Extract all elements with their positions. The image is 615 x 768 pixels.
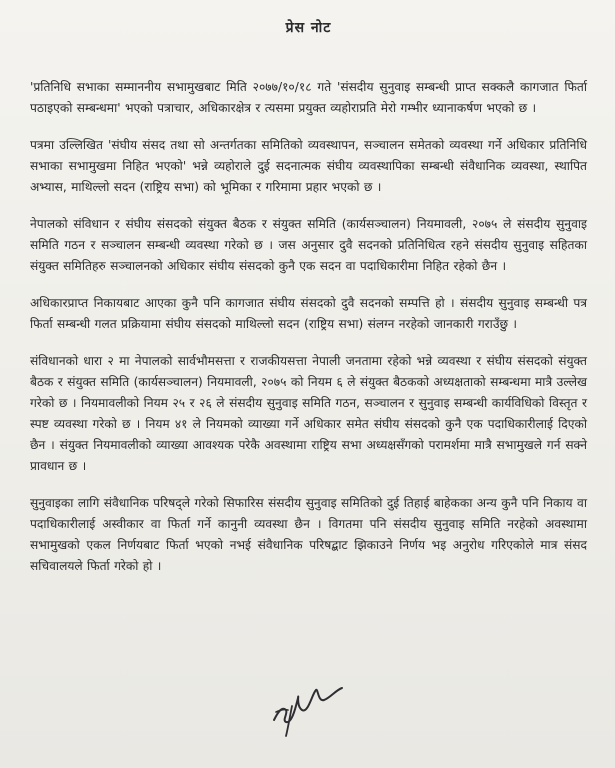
paragraph-2: पत्रमा उल्लिखित 'संघीय संसद तथा सो अन्तर्गतका समितिको व्यवस्थापन, सञ्चालन समेतको व्यवस्था गर्ने अधिकार प्रतिनिधि सभाका सभामुखमा निहित भएको' भन्ने व्यहोराले दुई सदनात्मक संघीय व्यवस्थापिका सम्बन्धी संवैधानिक व्यवस्था, स्थापित अभ्यास, माथिल्लो सदन (राष्ट्रिय सभा) को भूमिका र गरिमामा प्रहार भएको छ । <box>30 138 587 194</box>
document-title: प्रेस नोट <box>285 20 332 36</box>
paragraph-5: संविधानको धारा २ मा नेपालको सार्वभौमसत्ता र राजकीयसत्ता नेपाली जनतामा रहेको भन्ने व्यवस्था र संघीय संसदको संयुक्त बैठक र संयुक्त समिति (कार्यसञ्चालन) नियमावली, २०७५ को नियम ६ ले संयुक्त बैठकको अध्यक्षताको सम्बन्धमा मात्रै उल्लेख गरेको छ । नियमावलीको नियम २५ र २६ ले संसदीय सुनुवाइ समिति गठन, सञ्चालन र सुनुवाइ सम्बन्धी कार्यविधिको विस्तृत र स्पष्ट व्यवस्था गरेको छ । नियम ४१ ले नियमको व्याख्या गर्ने अधिकार समेत संघीय संसदको कुनै एक पदाधिकारीलाई दिएको छैन । संयुक्त नियमावलीको व्याख्या आवश्यक परेकै अवस्थामा राष्ट्रिय सभा अध्यक्षसँगको परामर्शमा मात्रै सभामुखले गर्न सक्ने प्रावधान छ । <box>30 354 587 473</box>
paragraph-4: अधिकारप्राप्त निकायबाट आएका कुनै पनि कागजात संघीय संसदको दुवै सदनको सम्पत्ति हो । संसदीय सुनुवाइ सम्बन्धी पत्र फिर्ता सम्बन्धी गलत प्रक्रियामा संघीय संसदको माथिल्लो सदन (राष्ट्रिय सभा) संलग्न नरहेको जानकारी गराउँछु । <box>30 296 587 331</box>
paragraph-3: नेपालको संविधान र संघीय संसदको संयुक्त बैठक र संयुक्त समिति (कार्यसञ्चालन) नियमावली, २०७५ ले संसदीय सुनुवाइ समिति गठन र सञ्चालन सम्बन्धी व्यवस्था गरेको छ । जस अनुसार दुवै सदनको प्रतिनिधित्व रहने संसदीय सुनुवाइ सहितका संयुक्त समितिहरु सञ्चालनको अधिकार संघीय संसदको कुनै एक सदन वा पदाधिकारीमा निहित रहेको छैन । <box>30 217 587 273</box>
paragraph-1: 'प्रतिनिधि सभाका सम्माननीय सभामुखबाट मिति २०७७/१०/१८ गते 'संसदीय सुनुवाइ सम्बन्धी प्राप्त सक्कलै कागजात फिर्ता पठाइएको सम्बन्धमा' भएको पत्राचार, अधिकारक्षेत्र र त्यसमा प्रयुक्त व्यहोराप्रति मेरो गम्भीर ध्यानाकर्षण भएको छ । <box>30 80 587 115</box>
paragraph-6: सुनुवाइका लागि संवैधानिक परिषद्ले गरेको सिफारिस संसदीय सुनुवाइ समितिको दुई तिहाई बाहेकका अन्य कुनै पनि निकाय वा पदाधिकारीलाई अस्वीकार वा फिर्ता गर्ने कानुनी व्यवस्था छैन । विगतमा पनि संसदीय सुनुवाइ समिति नरहेको अवस्थामा सभामुखको एकल निर्णयबाट फिर्ता भएको नभई संवैधानिक परिषद्बाट झिकाउने निर्णय भइ अनुरोध गरिएकोले मात्र संसद सचिवालयले फिर्ता गरेको हो । <box>30 496 587 573</box>
handwritten-signature <box>268 676 358 740</box>
